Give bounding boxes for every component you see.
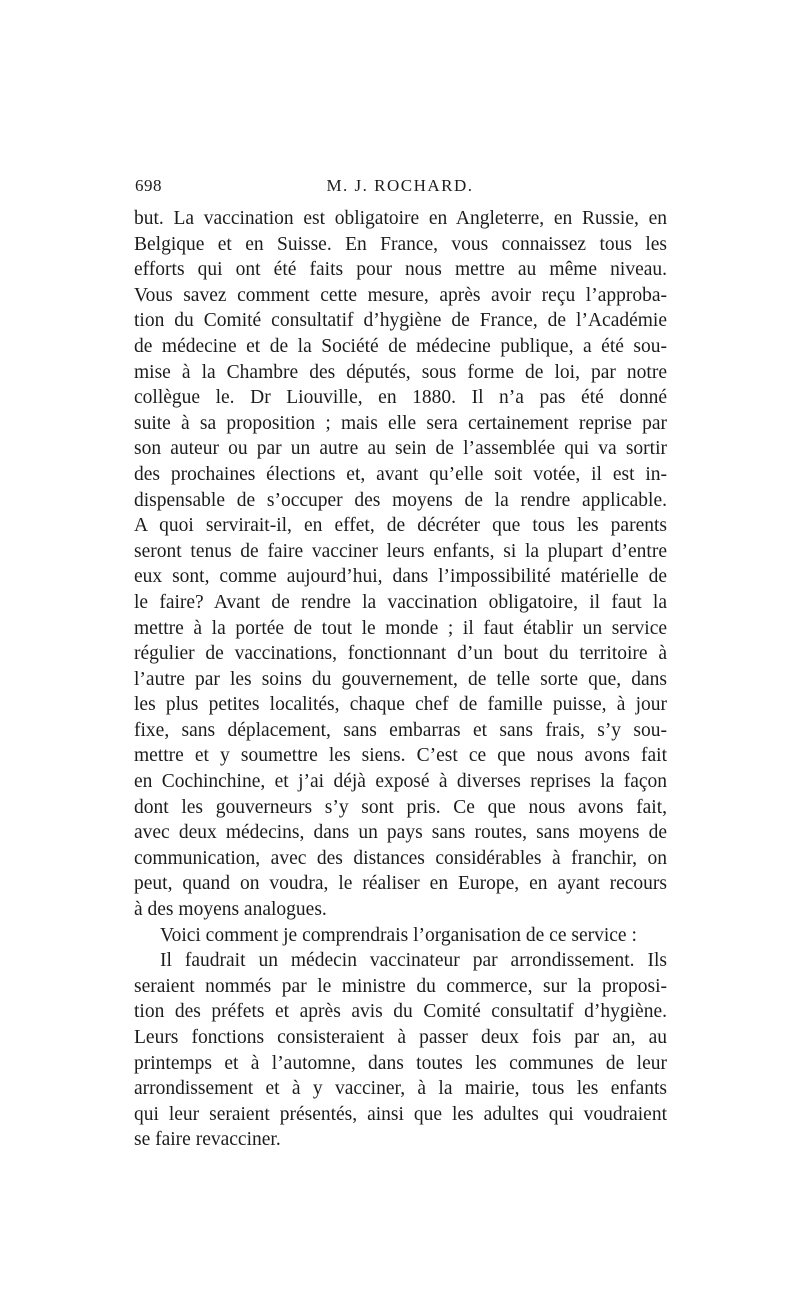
text-line: but. La vaccination est obligatoire en Angleterre, en Russie, en [134, 208, 667, 229]
text-line: mettre à la portée de tout le monde ; il faut établir un service [134, 617, 667, 639]
body-text [134, 206, 667, 1153]
text-line: Leurs fonctions consisteraient à passer deux fois par an, au [134, 1027, 667, 1048]
text-line: avec deux médecins, dans un pays sans routes, sans moyens de [134, 822, 667, 844]
running-title: M. J. ROCHARD. [326, 176, 474, 195]
text-line: seront tenus de faire vacciner leurs enfants, si la plupart d’entre [134, 540, 667, 562]
text-line: communication, avec des distances considérables à franchir, on [134, 847, 667, 869]
text-line: suite à sa proposition ; mais elle sera certainement reprise par [134, 412, 667, 434]
page-number: 698 [135, 176, 162, 195]
paragraph-line: Voici comment je comprendrais l’organisation de ce service : [160, 924, 637, 946]
text-line: dispensable de s’occuper des moyens de la rendre applicable. [134, 489, 667, 511]
text-line: son auteur ou par un autre au sein de l’assemblée qui va sortir [134, 438, 667, 460]
text-line: Vous savez comment cette mesure, après avoir reçu l’approba- [134, 284, 667, 306]
paragraph-end-line: à des moyens analogues. [134, 899, 327, 921]
text-line: Belgique et en Suisse. En France, vous connaissez tous les [134, 233, 667, 255]
text-line: qui leur seraient présentés, ainsi que les adultes qui voudraient [134, 1103, 667, 1125]
text-line: tion du Comité consultatif d’hygiène de France, de l’Académie [134, 310, 667, 332]
text-line: printemps et à l’automne, dans toutes les communes de leur [134, 1052, 667, 1074]
running-head [0, 176, 800, 200]
text-line: des prochaines élections et, avant qu’elle soit votée, il est in- [134, 463, 667, 485]
text-line: dont les gouverneurs s’y sont pris. Ce que nous avons fait, [134, 796, 667, 818]
text-line: seraient nommés par le ministre du commerce, sur la proposi- [134, 975, 667, 997]
text-line: de médecine et de la Société de médecine publique, a été sou- [134, 335, 667, 357]
text-line: tion des préfets et après avis du Comité consultatif d’hygiène. [134, 1001, 667, 1023]
text-line: Il faudrait un médecin vaccinateur par arrondissement. Ils [160, 950, 667, 972]
text-line: arrondissement et à y vacciner, à la mairie, tous les enfants [134, 1078, 667, 1100]
text-line: l’autre par les soins du gouvernement, de telle sorte que, dans [134, 668, 667, 690]
text-line: le faire? Avant de rendre la vaccination obligatoire, il faut la [134, 591, 667, 613]
text-line: en Cochinchine, et j’ai déjà exposé à diverses reprises la façon [134, 771, 667, 793]
text-line: fixe, sans déplacement, sans embarras et sans frais, s’y sou- [134, 719, 667, 741]
text-line: eux sont, comme aujourd’hui, dans l’impossibilité matérielle de [134, 566, 667, 588]
text-line: les plus petites localités, chaque chef de famille puisse, à jour [134, 694, 667, 716]
text-line: collègue le. Dr Liouville, en 1880. Il n’a pas été donné [134, 387, 667, 409]
text-line: peut, quand on voudra, le réaliser en Europe, en ayant recours [134, 873, 667, 895]
text-line: régulier de vaccinations, fonctionnant d’un bout du territoire à [134, 643, 667, 665]
paragraph-end-line: se faire revacciner. [134, 1129, 281, 1151]
text-line: mettre et y soumettre les siens. C’est ce que nous avons fait [134, 745, 667, 767]
text-line: efforts qui ont été faits pour nous mettre au même niveau. [134, 259, 667, 281]
text-line: mise à la Chambre des députés, sous forme de loi, par notre [134, 361, 667, 383]
text-line: A quoi servirait-il, en effet, de décréter que tous les parents [134, 515, 667, 537]
